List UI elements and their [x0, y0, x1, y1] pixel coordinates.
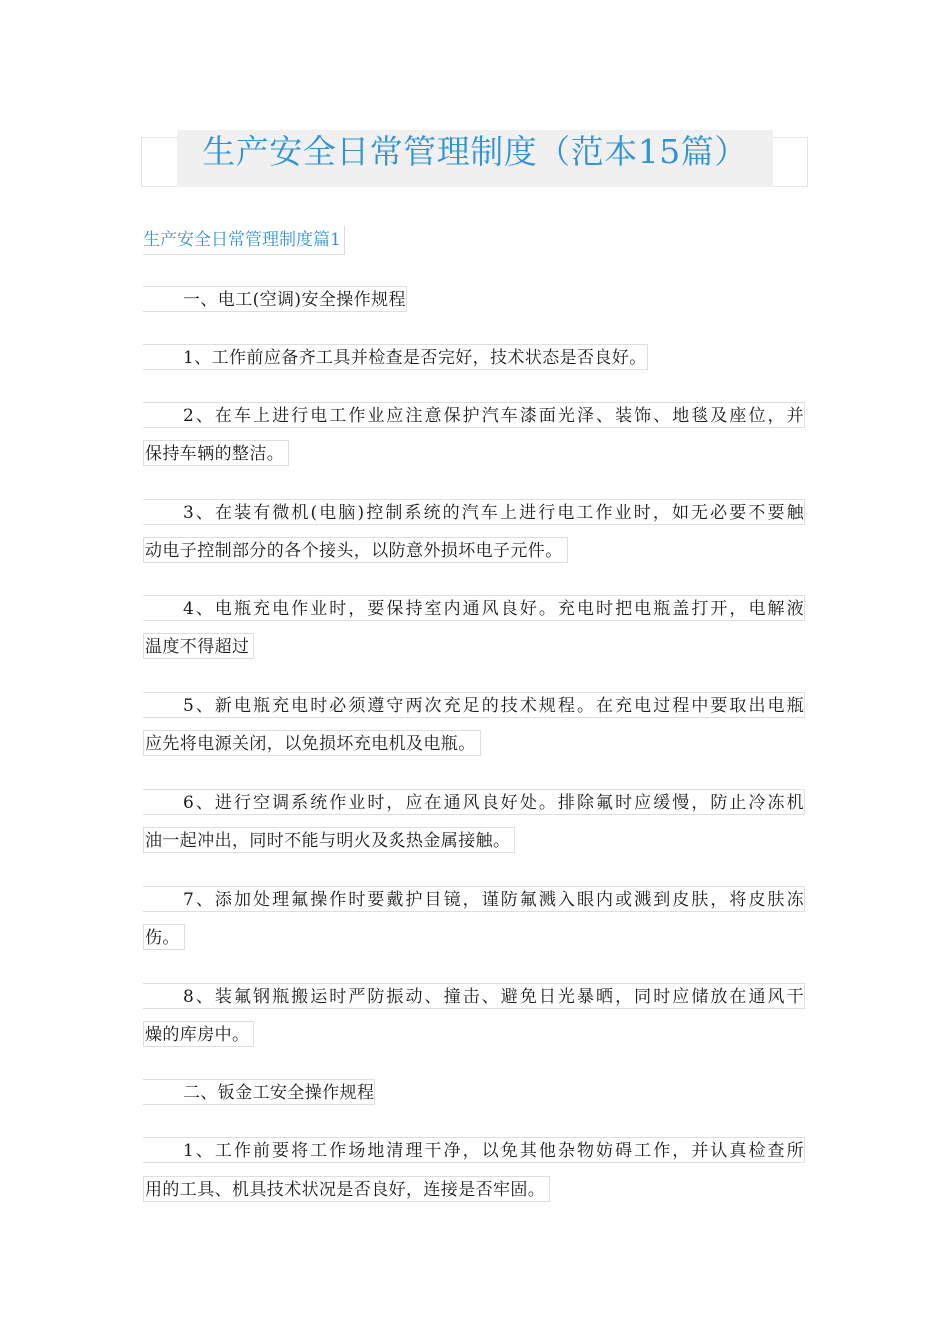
paragraph-line: 3、在装有微机(电脑)控制系统的汽车上进行电工作业时，如无必要不要触 [143, 499, 805, 525]
paragraph-line: 6、进行空调系统作业时，应在通风良好处。排除氟时应缓慢，防止冷冻机 [143, 789, 805, 815]
paragraph-line: 1、工作前要将工作场地清理干净，以免其他杂物妨碍工作，并认真检查所 [143, 1137, 805, 1163]
paragraph-line: 动电子控制部分的各个接头，以防意外损坏电子元件。 [143, 537, 568, 563]
section-title-sheet-metal: 二、钣金工安全操作规程 [143, 1079, 375, 1105]
paragraph-line: 用的工具、机具技术状况是否良好，连接是否牢固。 [143, 1176, 550, 1202]
paragraph-line: 2、在车上进行电工作业应注意保护汽车漆面光泽、装饰、地毯及座位，并 [143, 402, 805, 428]
paragraph-line: 5、新电瓶充电时必须遵守两次充足的技术规程。在充电过程中要取出电瓶 [143, 692, 805, 718]
paragraph-line: 保持车辆的整洁。 [143, 440, 289, 466]
section-heading: 生产安全日常管理制度篇1 [143, 226, 345, 255]
paragraph-line: 燥的库房中。 [143, 1021, 254, 1047]
paragraph-line: 温度不得超过 [143, 633, 254, 659]
paragraph-line: 4、电瓶充电作业时，要保持室内通风良好。充电时把电瓶盖打开，电解液 [143, 595, 805, 621]
paragraph-line: 油一起冲出，同时不能与明火及炙热金属接触。 [143, 827, 515, 853]
paragraph-line: 7、添加处理氟操作时要戴护目镜，谨防氟溅入眼内或溅到皮肤，将皮肤冻 [143, 886, 805, 912]
paragraph-line: 伤。 [143, 924, 185, 950]
section-title-electrician: 一、电工(空调)安全操作规程 [143, 286, 407, 312]
paragraph-line: 应先将电源关闭，以免损坏充电机及电瓶。 [143, 730, 481, 756]
document-title: 生产安全日常管理制度（范本15篇） [202, 132, 748, 171]
paragraph-line: 1、工作前应备齐工具并检查是否完好，技术状态是否良好。 [143, 344, 648, 370]
paragraph-line: 8、装氟钢瓶搬运时严防振动、撞击、避免日光暴晒，同时应储放在通风干 [143, 983, 805, 1009]
